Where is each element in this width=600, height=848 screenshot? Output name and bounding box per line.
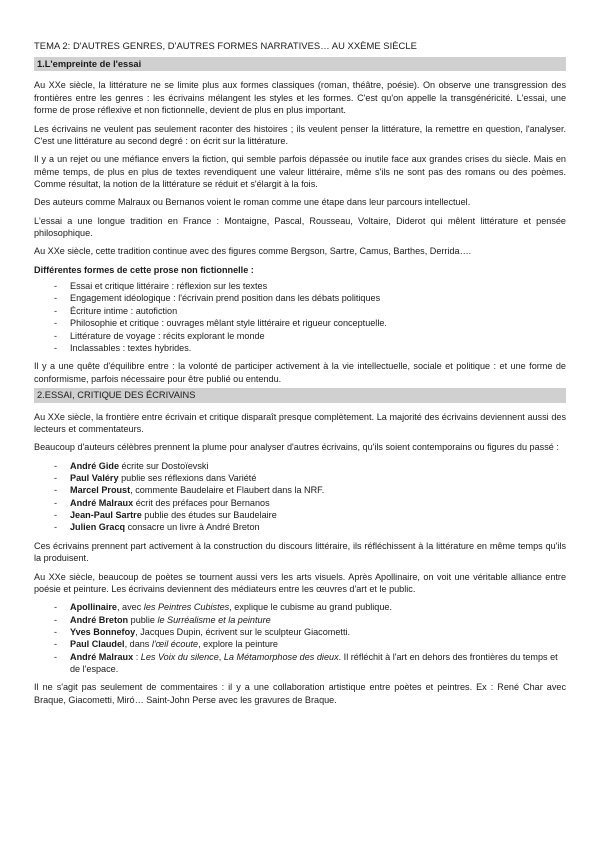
list-item-text: Inclassables : textes hybrides. <box>70 342 192 353</box>
list-item-text: Engagement idéologique : l'écrivain prend position dans les débats politiques <box>70 293 381 304</box>
list-item <box>34 460 566 472</box>
forms-list <box>34 280 566 354</box>
section-1-paragraph: Au XXe siècle, cette tradition continue avec des figures comme Bergson, Sartre, Camus, Barthes, Derrida…. <box>34 246 472 257</box>
bullet-dash: - <box>54 318 58 329</box>
author-name: André Malraux <box>70 651 134 662</box>
author-name: Paul Claudel <box>70 639 125 650</box>
bullet-dash: - <box>54 651 58 662</box>
list-item-text: , explique le cubisme au grand publique. <box>229 602 393 613</box>
section-2-paragraph: Au XXe siècle, la frontière entre écrivain et critique disparaît presque complètement. La majorité des écrivains deviennent aussi des lecteurs et commentateurs. <box>34 411 566 434</box>
list-item-text: Littérature de voyage : récits explorant le monde <box>70 330 265 341</box>
list-item-text: écrit des préfaces pour Bernanos <box>133 497 270 508</box>
document-title: TEMA 2: D'AUTRES GENRES, D'AUTRES FORMES NARRATIVES… AU XXÈME SIÈCLE <box>34 40 417 51</box>
section-2-final: Il ne s'agit pas seulement de commentaires : il y a une collaboration artistique entre poètes et peintres. Ex : René Char avec Braque, Giacometti, Miró… Saint-John Perse avec les gravures de Braque. <box>34 682 566 705</box>
list-item-text: , commente Baudelaire et Flaubert dans la NRF. <box>130 485 325 496</box>
art-list <box>34 601 566 675</box>
list-item-text: écrite sur Dostoïevski <box>119 460 209 471</box>
work-title: les Peintres Cubistes <box>143 602 230 613</box>
bullet-dash: - <box>54 485 58 496</box>
section-2-paragraph: Au XXe siècle, beaucoup de poètes se tournent aussi vers les arts visuels. Après Apollinaire, on voit une véritable alliance entre poésie et peinture. Les écrivains deviennent des médiateurs entre les œuvres d'art et le public. <box>34 571 566 594</box>
list-item <box>34 305 566 317</box>
list-item-text: , dans <box>124 639 152 650</box>
list-item <box>34 651 566 676</box>
list-item-text: publie <box>128 614 158 625</box>
section-2-paragraph: Beaucoup d'auteurs célèbres prennent la plume pour analyser d'autres écrivains, qu'ils soient contemporains ou figures du passé : <box>34 442 559 453</box>
forms-subheading: Différentes formes de cette prose non fictionnelle : <box>34 264 254 275</box>
section-1-paragraph: Des auteurs comme Malraux ou Bernanos voient le roman comme une étape dans leur parcours intellectuel. <box>34 197 471 208</box>
list-item <box>34 484 566 496</box>
author-name: Jean-Paul Sartre <box>70 510 142 521</box>
list-item-text: , explore la peinture <box>198 639 278 650</box>
list-item <box>34 342 566 354</box>
bullet-dash: - <box>54 473 58 484</box>
section-1-paragraph: Il y a un rejet ou une méfiance envers la fiction, qui semble parfois dépassée ou inutile face aux grandes crises du siècle. Mais en même temps, de plus en plus de textes revendiquent une valeur littéraire, même s'ils ne sont pas des romans ou des poèmes. Comme résultat, la notion de la littérature se réduit et s'élargit à la fois. <box>34 154 566 189</box>
list-item-text: Philosophie et critique : ouvrages mêlant style littéraire et rigueur conceptuelle. <box>70 318 387 329</box>
list-item-text: Écriture intime : autofiction <box>70 305 178 316</box>
list-item-text: publie des études sur Baudelaire <box>141 510 277 521</box>
list-item-text: , Jacques Dupin, écrivent sur le sculpteur Giacometti. <box>135 627 351 637</box>
list-item-text: Essai et critique littéraire : réflexion sur les textes <box>70 281 268 292</box>
author-name: André Gide <box>70 460 120 471</box>
bullet-dash: - <box>54 293 58 304</box>
list-item-text: , avec <box>117 602 144 613</box>
list-item <box>34 638 566 650</box>
list-item <box>34 330 566 342</box>
section-1-paragraph: L'essai a une longue tradition en France : Montaigne, Pascal, Rousseau, Voltaire, Diderot qui mêlent littérature et pensée philosophique. <box>34 215 566 239</box>
bullet-dash: - <box>54 330 58 341</box>
list-item-text: publie ses réflexions dans Variété <box>118 473 257 484</box>
list-item-text: , <box>218 651 224 662</box>
bullet-dash: - <box>54 305 58 316</box>
bullet-dash: - <box>54 522 58 533</box>
list-item <box>34 317 566 329</box>
section-2-heading: 2.ESSAI, CRITIQUE DES ÉCRIVAINS <box>34 388 566 403</box>
author-name: Marcel Proust <box>70 485 131 496</box>
author-name: Apollinaire <box>70 602 117 613</box>
author-name: Yves Bonnefoy <box>70 627 136 637</box>
bullet-dash: - <box>54 602 58 613</box>
section-1-heading: 1.L'empreinte de l'essai <box>34 57 566 72</box>
list-item <box>34 509 566 521</box>
list-item <box>34 601 566 613</box>
work-title: Les Voix du silence <box>140 651 219 662</box>
list-item <box>34 280 566 292</box>
bullet-dash: - <box>54 281 58 292</box>
list-item <box>34 626 566 638</box>
bullet-dash: - <box>54 639 58 650</box>
section-1-paragraph: Les écrivains ne veulent pas seulement raconter des histoires ; ils veulent penser la littérature, la remettre en question, l'analyser. C'est une littérature au second degré : on écrit sur la littérature. <box>34 123 566 146</box>
list-item-text: consacre un livre à André Breton <box>125 522 260 533</box>
section-1-paragraph: Au XXe siècle, la littérature ne se limite plus aux formes classiques (roman, théâtre, poésie). On observe une transgression des frontières entre les genres : les écrivains mélangent les styles et les formes. C'est qu'on appelle la transgénéricité. L'essai, une forme de prose réflexive et non fictionnelle, devient de plus en plus important. <box>34 80 566 116</box>
list-item <box>34 472 566 484</box>
section-1-closing: Il y a une quête d'équilibre entre : la volonté de participer activement à la vie intellectuelle, sociale et politique : et une forme de conformisme, parfois nécessaire pour être publié ou entendu. <box>34 361 566 384</box>
author-name: Paul Valéry <box>70 473 119 484</box>
list-item-text: . Il réfléchit à l'art en dehors des frontières du temps et de l'espace. <box>70 651 558 675</box>
bullet-dash: - <box>54 460 58 471</box>
list-item <box>34 521 566 533</box>
section-2-paragraph: Ces écrivains prennent part activement à la construction du discours littéraire, ils réfléchissent à la littérature en même temps qu'ils la produisent. <box>34 540 566 564</box>
bullet-dash: - <box>54 627 58 637</box>
bullet-dash: - <box>54 497 58 508</box>
critics-list <box>34 460 566 534</box>
author-name: Julien Gracq <box>70 522 126 533</box>
work-title: La Métamorphose des dieux <box>223 651 339 662</box>
list-item <box>34 292 566 304</box>
list-item <box>34 614 566 626</box>
work-title: l'œil écoute <box>151 639 199 650</box>
bullet-dash: - <box>54 614 58 625</box>
author-name: André Breton <box>70 614 129 625</box>
bullet-dash: - <box>54 342 58 353</box>
list-item <box>34 497 566 509</box>
author-name: André Malraux <box>70 497 134 508</box>
bullet-dash: - <box>54 510 58 521</box>
list-item-text: : <box>133 651 141 662</box>
work-title: le Surréalisme et la peinture <box>157 614 271 625</box>
